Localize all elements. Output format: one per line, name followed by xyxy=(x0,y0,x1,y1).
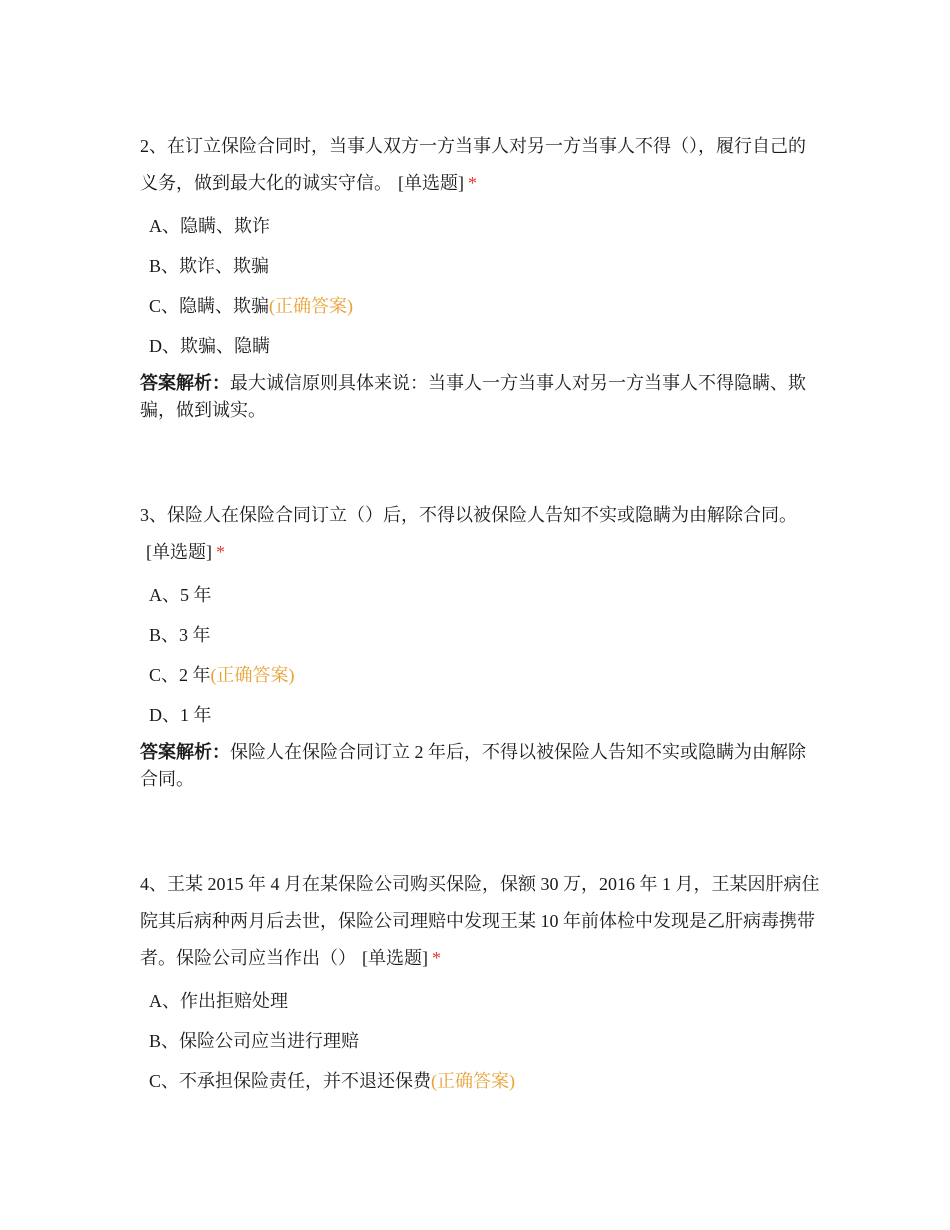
question-text: 王某 2015 年 4 月在某保险公司购买保险，保额 30 万，2016 年 1 月，王某因肝病住院其后病种两月后去世，保险公司理赔中发现王某 10 年前体检中发现是乙肝病毒携带者。保险公司应当作出（） xyxy=(140,874,820,968)
option-c xyxy=(140,286,820,326)
option-text: 作出拒赔处理 xyxy=(180,991,288,1011)
option-letter: A、 xyxy=(149,585,180,605)
question-2 xyxy=(140,128,820,424)
required-mark: * xyxy=(432,948,441,968)
analysis-label: 答案解析： xyxy=(140,373,230,393)
option-letter: C、 xyxy=(149,296,180,316)
option-b xyxy=(140,1021,820,1061)
analysis-label: 答案解析： xyxy=(140,742,230,762)
question-3 xyxy=(140,497,820,793)
option-letter: D、 xyxy=(149,705,180,725)
correct-answer-note: (正确答案) xyxy=(431,1071,516,1091)
option-letter: D、 xyxy=(149,336,180,356)
option-text: 隐瞒、欺骗 xyxy=(179,296,270,316)
option-c xyxy=(140,655,820,695)
question-number: 4、 xyxy=(140,874,167,894)
question-type: [单选题] xyxy=(398,173,464,193)
option-a xyxy=(140,575,820,615)
option-letter: A、 xyxy=(149,216,180,236)
question-type: [单选题] xyxy=(362,948,428,968)
question-title xyxy=(140,497,820,571)
question-text: 在订立保险合同时，当事人双方一方当事人对另一方当事人不得（），履行自己的义务，做到最大化的诚实守信。 xyxy=(140,136,806,193)
option-list xyxy=(140,206,820,366)
option-text: 欺诈、欺骗 xyxy=(179,256,270,276)
option-text: 5 年 xyxy=(180,585,212,605)
option-text: 隐瞒、欺诈 xyxy=(180,216,270,236)
option-text: 2 年 xyxy=(179,665,211,685)
option-d xyxy=(140,695,820,735)
question-text: 保险人在保险合同订立（）后，不得以被保险人告知不实或隐瞒为由解除合同。 xyxy=(167,505,797,525)
option-text: 不承担保险责任，并不退还保费 xyxy=(179,1071,432,1091)
required-mark: * xyxy=(216,542,225,562)
option-text: 欺骗、隐瞒 xyxy=(180,336,270,356)
option-text: 保险公司应当进行理赔 xyxy=(179,1031,360,1051)
option-b xyxy=(140,246,820,286)
option-d xyxy=(140,326,820,366)
required-mark: * xyxy=(468,173,477,193)
question-title xyxy=(140,128,820,202)
question-type: [单选题] xyxy=(146,542,212,562)
analysis-text: 保险人在保险合同订立 2 年后，不得以被保险人告知不实或隐瞒为由解除合同。 xyxy=(140,742,806,789)
option-list xyxy=(140,981,820,1101)
option-letter: B、 xyxy=(149,1031,180,1051)
correct-answer-note: (正确答案) xyxy=(210,665,295,685)
answer-analysis xyxy=(140,370,820,424)
option-b xyxy=(140,615,820,655)
option-c xyxy=(140,1061,820,1101)
option-text: 3 年 xyxy=(179,625,211,645)
option-letter: B、 xyxy=(149,625,180,645)
question-title xyxy=(140,866,820,977)
option-text: 1 年 xyxy=(180,705,212,725)
option-list xyxy=(140,575,820,735)
option-a xyxy=(140,206,820,246)
question-4 xyxy=(140,866,820,1101)
option-letter: C、 xyxy=(149,1071,180,1091)
answer-analysis xyxy=(140,739,820,793)
option-letter: C、 xyxy=(149,665,180,685)
option-a xyxy=(140,981,820,1021)
question-number: 3、 xyxy=(140,505,167,525)
option-letter: A、 xyxy=(149,991,180,1011)
question-number: 2、 xyxy=(140,136,167,156)
analysis-text: 最大诚信原则具体来说：当事人一方当事人对另一方当事人不得隐瞒、欺骗，做到诚实。 xyxy=(140,373,806,420)
option-letter: B、 xyxy=(149,256,180,276)
correct-answer-note: (正确答案) xyxy=(269,296,354,316)
